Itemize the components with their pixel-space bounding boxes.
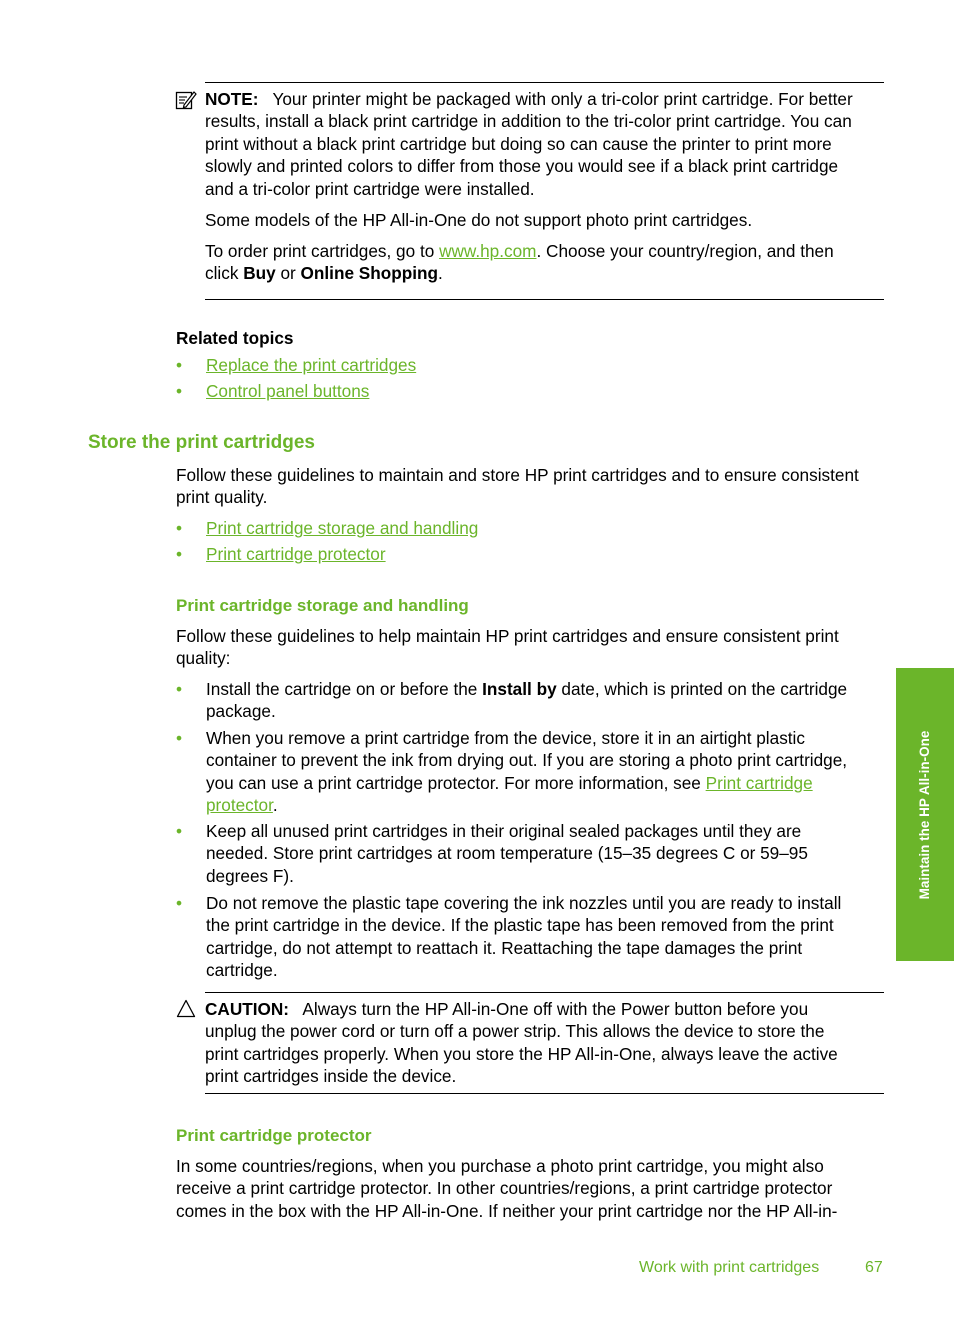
note-models-text: Some models of the HP All-in-One do not support photo print cartridges. bbox=[205, 210, 753, 230]
caution-label: CAUTION: bbox=[205, 999, 290, 1019]
storage-handling-link[interactable]: Print cartridge storage and handling bbox=[206, 518, 479, 538]
protector-link-part1[interactable]: Print cartridge bbox=[705, 772, 813, 793]
caution-top-rule bbox=[205, 992, 884, 993]
note-top-rule bbox=[205, 82, 884, 83]
footer-page-number: 67 bbox=[865, 1259, 883, 1276]
store-intro: Follow these guidelines to maintain and store HP print cartridges and to ensure consistent print quality. bbox=[176, 465, 859, 508]
protector-link-part2[interactable]: protector bbox=[206, 795, 273, 816]
storage-handling-heading: Print cartridge storage and handling bbox=[176, 596, 469, 615]
protector-paragraph: In some countries/regions, when you purchase a photo print cartridge, you might also receive a print cartridge protector. In other countries/regions, a print cartridge protector comes in the box with the HP All-in-One. If neither your print cartridge nor the HP All-in- bbox=[176, 1156, 838, 1221]
replace-cartridges-link[interactable]: Replace the print cartridges bbox=[206, 355, 417, 375]
note-order-text: To order print cartridges, go to www.hp.com. Choose your country/region, and then click Buy or Online Shopping. bbox=[205, 241, 834, 284]
storage-intro: Follow these guidelines to help maintain HP print cartridges and ensure consistent print quality: bbox=[176, 626, 839, 669]
caution-bottom-rule bbox=[205, 1093, 884, 1094]
protector-heading: Print cartridge protector bbox=[176, 1126, 372, 1145]
hp-website-link[interactable]: www.hp.com bbox=[439, 241, 537, 261]
caution-paragraph: CAUTION: Always turn the HP All-in-One off with the Power button before you unplug the power cord or turn off a power strip. This allows the device to store the print cartridges properly. When you store the HP All-in-One, always leave the active print cartridges inside the device. bbox=[205, 999, 838, 1087]
footer-section-title: Work with print cartridges bbox=[639, 1259, 820, 1276]
note-paragraph: NOTE: Your printer might be packaged with only a tri-color print cartridge. For better results, install a black print cartridge in addition to the tri-color print cartridge. You can print without a black print cartridge but doing so can cause the printer to print more slowly and printed colors to differ from those you would see if a black print cartridge and a tri-color print cartridge were installed. bbox=[205, 89, 853, 199]
related-topics-title: Related topics bbox=[176, 328, 294, 348]
caution-triangle-icon bbox=[176, 999, 196, 1018]
store-section-heading: Store the print cartridges bbox=[88, 432, 315, 453]
note-label: NOTE: bbox=[205, 89, 259, 109]
note-bottom-rule bbox=[205, 299, 884, 300]
cartridge-protector-link[interactable]: Print cartridge protector bbox=[206, 544, 386, 564]
note-icon bbox=[175, 89, 197, 111]
chapter-side-tab: Maintain the HP All-in-One bbox=[896, 668, 954, 961]
control-panel-buttons-link[interactable]: Control panel buttons bbox=[206, 381, 370, 401]
